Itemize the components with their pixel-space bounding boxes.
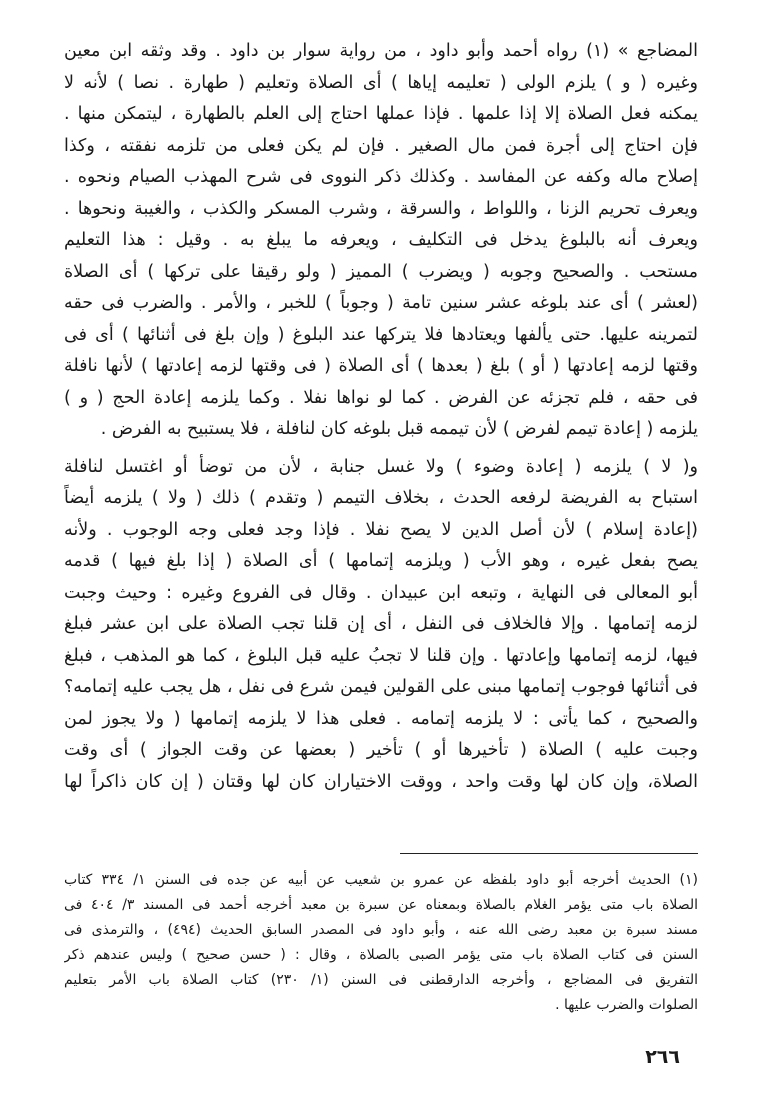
footnote-line: الصلوات والضرب عليها . — [555, 997, 698, 1013]
text-line: فى أثنائها فوجوب إتمامها مبنى على القولين فيمن شرع فى نفل ، هل يجب عليه إتمامه؟ — [64, 677, 698, 697]
paragraph — [64, 452, 698, 799]
main-text — [64, 36, 698, 798]
text-line: إصلاح ماله وكفه عن المفاسد . وكذلك ذكر النووى فى شرح المهذب الصيام ونحوه . — [64, 167, 698, 187]
book-page — [64, 36, 698, 1066]
text-line: فيها، لزمه إتمامها وإعادتها . وإن قلنا لا تجبُ عليه قبل البلوغ ، كما هو المذهب ، فبلغ — [64, 645, 698, 666]
footnote-line: الصلاة باب متى يؤمر الغلام بالصلاة وبمعناه عن سبرة بن معبد أخرجه أحمد فى المسند ٣/ ٤٠٤ فى — [64, 897, 698, 913]
page-number: ٢٦٦ — [645, 1046, 680, 1068]
text-line: والصحيح ، كما يأتى : لا يلزمه إتمامه . فعلى هذا لا يلزمه إتمامها ( ولا يجوز لمن — [64, 708, 698, 729]
footnote-line: السنن فى كتاب الصلاة باب متى يؤمر الصبى بالصلاة ، وقال : ( حسن صحيح ) وليس عندهم ذكر — [64, 947, 698, 963]
text-line: يلزمه ( إعادة تيمم لفرض ) لأن تيممه قبل بلوغه كان لنافلة ، فلا يستبيح به الفرض . — [100, 419, 698, 439]
text-line: المضاجع » (١) رواه أحمد وأبو داود ، من رواية سوار بن داود . وقد وثقه ابن معين — [64, 41, 698, 61]
text-line: ويعرف تحريم الزنا ، واللواط ، والسرقة ، وشرب المسكر والكذب ، والغيبة ونحوها . — [64, 198, 698, 219]
paragraph — [64, 36, 698, 446]
footnote-line: التفريق فى المضاجع ، وأخرجه الدارقطنى فى السنن (١/ ٢٣٠) كتاب الصلاة باب الأمر بتعليم — [64, 972, 698, 988]
footnote-line: (١) الحديث أخرجه أبو داود بلفظه عن عمرو بن شعيب عن أبيه عن جده فى السنن ١/ ٣٣٤ كتاب — [64, 872, 698, 888]
text-line: استباح به الفريضة لرفعه الحدث ، بخلاف التيمم ( وتقدم ) ذلك ( ولا ) يلزمه أيضاً — [64, 488, 698, 508]
text-line: فإن احتاج إلى أجرة فمن مال الصغير . فإن لم يكن فعلى من تلزمه نفقته ، وكذا — [64, 135, 698, 156]
text-line: و( لا ) يلزمه ( إعادة وضوء ) ولا غسل جنابة ، لأن من توضأ أو اغتسل لنافلة — [64, 456, 698, 477]
text-line: ويعرف أنه بالبلوغ يدخل فى التكليف ، ويعرفه ما يبلغ به . وقيل : هذا التعليم — [64, 230, 698, 250]
text-line: فى حقه ، فلم تجزئه عن الفرض . كما لو نواها نفلا . وكما يلزمه إعادة الحج ( و ) — [64, 387, 698, 408]
footnote-separator — [400, 853, 698, 854]
text-line: مستحب . والصحيح وجوبه ( ويضرب ) المميز ( ولو رقيقا على تركها ) أى الصلاة — [64, 261, 698, 282]
text-line: لتمرينه عليها. حتى يألفها ويعتادها فلا يتركها عند البلوغ ( وإن بلغ فى أثنائها ) أى فى — [64, 324, 698, 345]
text-line: الصلاة، وإن كان لها وقت واحد ، ووقت الاختياران كان لها وقتان ( إن كان ذاكراً لها — [64, 771, 698, 792]
text-line: أبو المعالى فى النهاية ، وتبعه ابن عبيدان . وقال فى الفروع وغيره : وحيث وجبت — [64, 582, 698, 603]
text-line: وجبت عليه ) الصلاة ( تأخيرها أو ) تأخير ( بعضها عن وقت الجواز ) أى وقت — [64, 740, 698, 760]
text-line: (إعادة إسلام ) لأن أصل الدين لا يصح نفلا . فإذا وجد فعلى وجه الوجوب . ولأنه — [64, 519, 698, 540]
text-line: يصح بفعل غيره ، وهو الأب ( ويلزمه إتمامها ) أى الصلاة ( إذا بلغ فيها ) قدمه — [64, 551, 698, 571]
footnote-line: مسند سبرة بن معبد رضى الله عنه ، وأبو داود فى المصدر السابق الحديث (٤٩٤) ، والترمذى فى — [64, 922, 698, 938]
text-line: (لعشر ) أى عند بلوغه عشر سنين تامة ( وجوباً ) للخبر ، والأمر . والضرب فى حقه — [64, 293, 698, 313]
text-line: وغيره ( و ) يلزم الولى ( تعليمه إياها ) أى الصلاة وتعليم ( طهارة . نصا ) لأنه لا — [64, 72, 698, 93]
footnotes — [64, 868, 698, 1018]
text-line: يمكنه فعل الصلاة إلا إذا علمها . فإذا عملها احتاج إلى العلم بالطهارة ، ليتمكن منها . — [64, 104, 698, 124]
text-line: لزمه إتمامها . وإلا فالخلاف فى النفل ، أى إن قلنا تجب الصلاة على ابن عشر فبلغ — [64, 614, 698, 634]
text-line: وقتها لزمه إعادتها ( أو ) بلغ ( بعدها ) أى الصلاة ( فى وقتها لزمه إعادتها ) لأنها نافلة — [64, 356, 698, 376]
